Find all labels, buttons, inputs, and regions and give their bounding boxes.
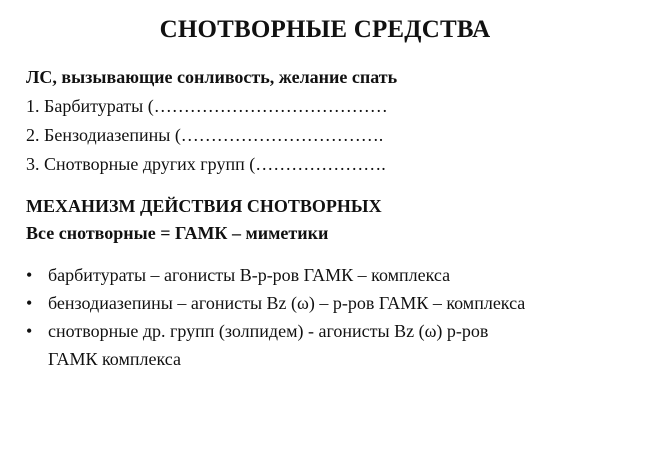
list-item-barbiturates: 1. Барбитураты (………………………………… [26,96,388,116]
section2-subheading: Все снотворные = ГАМК – миметики [26,223,329,243]
bullet-text: бензодиазепины – агонисты Bz (ω) – р-ров ГАМК – комплекса [48,293,526,313]
bullet-item-other-hypnotics [26,320,488,342]
bullet-icon: • [26,265,33,285]
bullet-continuation: ГАМК комплекса [48,349,181,369]
slide-title: СНОТВОРНЫЕ СРЕДСТВА [159,16,491,43]
bullet-text: барбитураты – агонисты В-р-ров ГАМК – комплекса [48,265,451,285]
bullet-icon: • [26,321,33,341]
bullet-item-benzodiazepines [26,292,525,314]
section1-heading: ЛС, вызывающие сонливость, желание спать [26,67,398,87]
bullet-text: снотворные др. групп (золпидем) - агонисты Bz (ω) р-ров [48,321,489,341]
bullet-icon: • [26,293,33,313]
section2-heading: МЕХАНИЗМ ДЕЙСТВИЯ СНОТВОРНЫХ [26,196,382,216]
list-item-benzodiazepines: 2. Бензодиазепины (……………………………. [26,125,384,145]
list-item-other-hypnotics: 3. Снотворные других групп (…………………. [26,154,386,174]
bullet-item-barbiturates [26,264,450,286]
